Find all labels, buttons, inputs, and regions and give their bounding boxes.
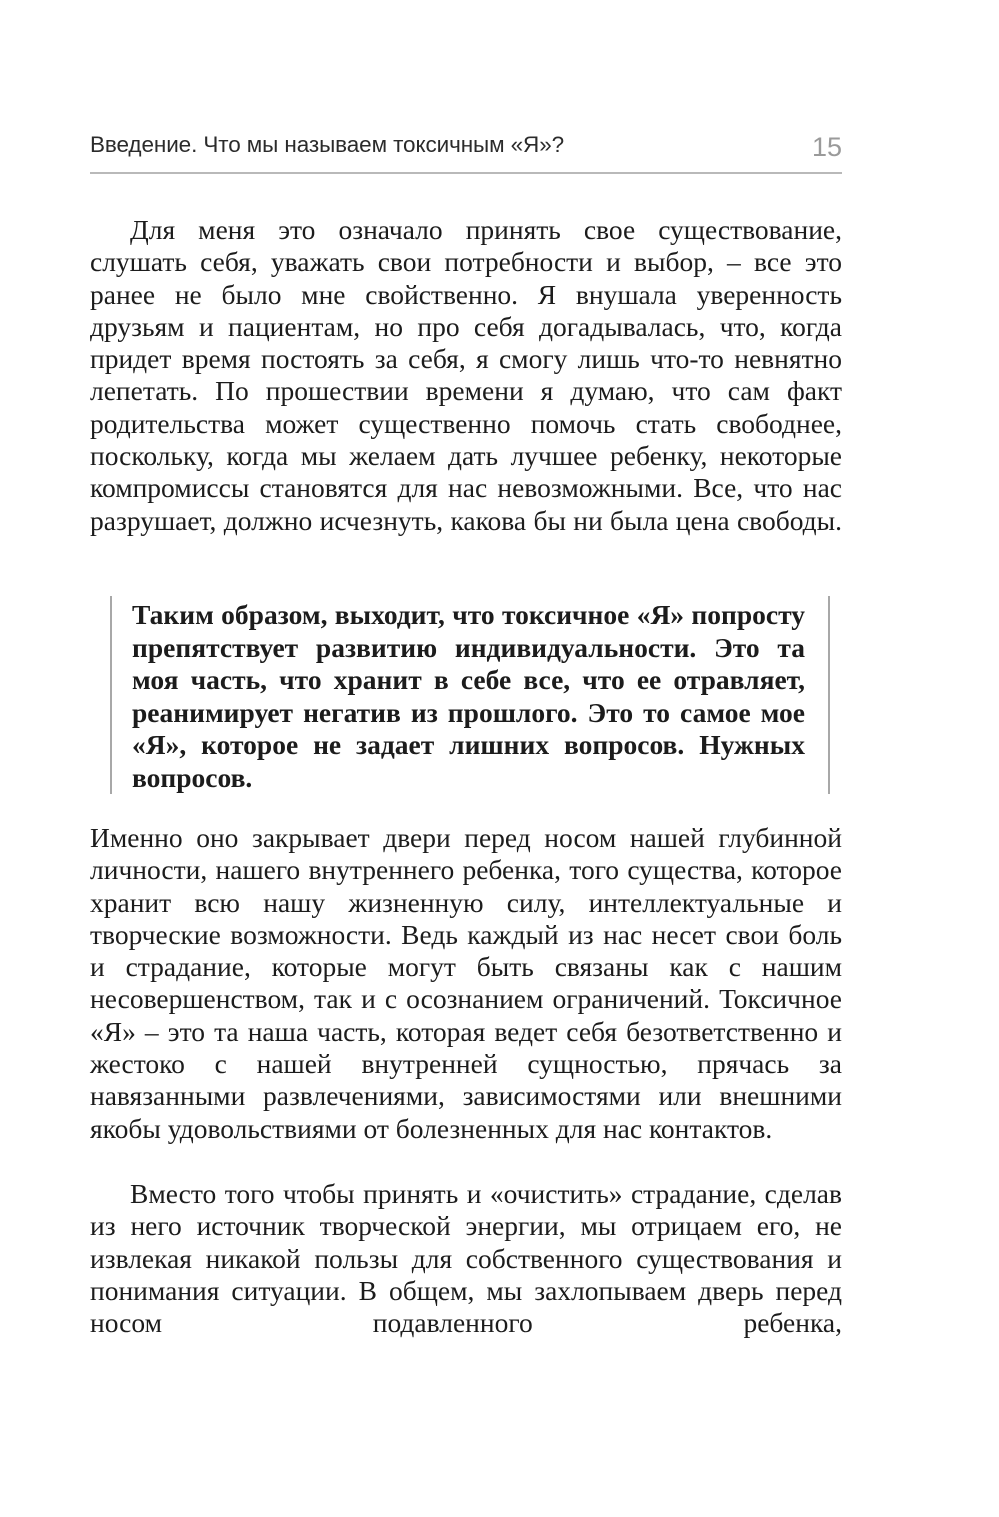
body-paragraph-2: Именно оно закрывает двери перед носом нашей глубинной личности, нашего внутреннего ребенка, того существа, которое хранит всю нашу жизненную силу, интеллектуальные и творческие возможности. Ведь каждый из нас несет свои боль и страдание, которые могут быть связаны как с нашим несовершенством, так и с осознанием ограничений. Токсичное «Я» – это та наша часть, которая ведет себя безответственно и жестоко с нашей внутренней сущностью, прячась за навязанными развлечениями, зависимостями или внешними якобы удовольствиями от болезненных для нас контактов. [90, 822, 842, 1144]
paragraph-1-text: Для меня это означало принять свое существование, слушать себя, уважать свои потребности и выбор, – все это ранее не было мне свойственно. Я внушала уверенность друзьям и пациентам, но про себя догадывалась, что, когда придет время постоять за себя, я смогу лишь что-то невнятно лепетать. По прошествии времени я думаю, что сам факт родительства может существенно помочь стать свободнее, поскольку, когда мы желаем дать лучшее ребенку, некоторые компромиссы становятся для нас невозможными. Все, что нас разрушает, должно исчезнуть, какова бы ни была цена свободы. [90, 214, 842, 536]
page-header [90, 128, 842, 174]
running-title: Введение. Что мы называем токсичным «Я»? [90, 132, 565, 157]
pull-quote-box [110, 596, 830, 794]
page-number: 15 [811, 132, 842, 162]
pull-quote-text: Таким образом, выходит, что токсичное «Я» попросту препятствует развитию индивидуальности. Это та моя часть, что хранит в себе все, что ее отравляет, реанимирует негатив из прошлого. Это то самое мое «Я», которое не задает лишних вопросов. Нужных вопросов. [132, 599, 805, 793]
paragraph-3-text: Вместо того чтобы принять и «очистить» страдание, сделав из него источник творческой энергии, мы отрицаем его, не извлекая никакой пользы для собственного существования и понимания ситуации. В общем, мы захлопываем дверь перед носом подавленного ребенка, [90, 1178, 842, 1339]
body-paragraph-3 [90, 1178, 842, 1339]
body-paragraph-1 [90, 214, 842, 537]
